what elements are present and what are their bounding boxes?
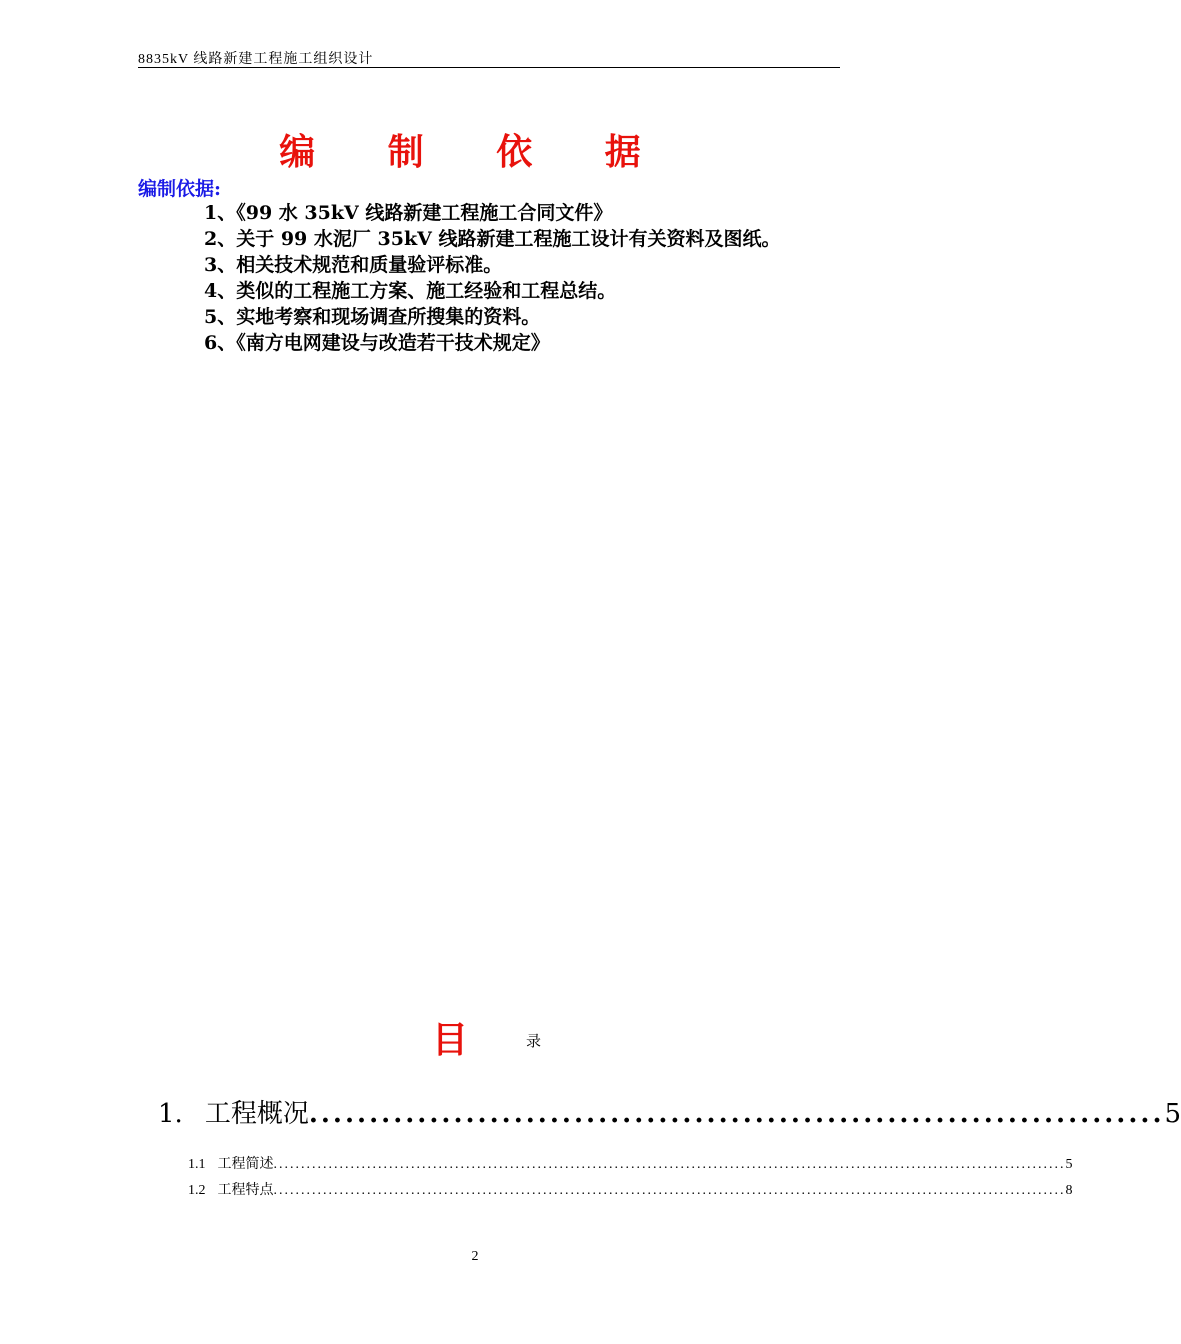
basis-item: 4、类似的工程施工方案、施工经验和工程总结。 — [204, 280, 617, 302]
toc-entry-number: 1.1 — [188, 1157, 206, 1172]
running-header: 8835kV 线路新建工程施工组织设计 — [138, 52, 374, 67]
toc-entry-number: 1. — [158, 1099, 183, 1129]
toc-entry-level2[interactable] — [188, 1153, 1073, 1173]
toc-entry-label: 工程简述 — [217, 1157, 274, 1172]
basis-item: 3、相关技术规范和质量验评标准。 — [204, 254, 503, 276]
page-number: 2 — [471, 1249, 479, 1264]
basis-item: 5、实地考察和现场调查所搜集的资料。 — [204, 306, 541, 328]
toc-entry-level1[interactable] — [158, 1093, 1181, 1130]
basis-list — [204, 200, 780, 356]
basis-item: 6、《南方电网建设与改造若干技术规定》 — [204, 332, 550, 354]
toc-entry-page: 5 — [1065, 1157, 1073, 1172]
basis-heading: 编制依据: — [138, 178, 222, 200]
toc-entry-page: 5 — [1164, 1099, 1181, 1129]
page-title: 编 制 依 据 — [279, 132, 671, 173]
toc-leader-dots: ................................................................................................................................................ — [273, 1183, 1066, 1198]
header-rule — [138, 67, 840, 68]
toc-title-suffix: 录 — [526, 1032, 542, 1050]
basis-item: 2、关于 99 水泥厂 35kV 线路新建工程施工设计有关资料及图纸。 — [204, 228, 781, 250]
basis-item: 1、《99 水 35kV 线路新建工程施工合同文件》 — [204, 202, 613, 224]
toc-entry-number: 1.2 — [188, 1183, 206, 1198]
toc-entry-page: 8 — [1065, 1183, 1073, 1198]
toc-leader-dots: ................................................................................................................................................ — [273, 1157, 1066, 1172]
toc-entry-label: 工程概况 — [204, 1099, 309, 1129]
toc-entry-label: 工程特点 — [217, 1183, 274, 1198]
toc-title: 目 — [432, 1020, 469, 1061]
toc-entry-level2[interactable] — [188, 1179, 1073, 1199]
toc-leader-dots: ....................................................................... — [308, 1099, 1165, 1129]
